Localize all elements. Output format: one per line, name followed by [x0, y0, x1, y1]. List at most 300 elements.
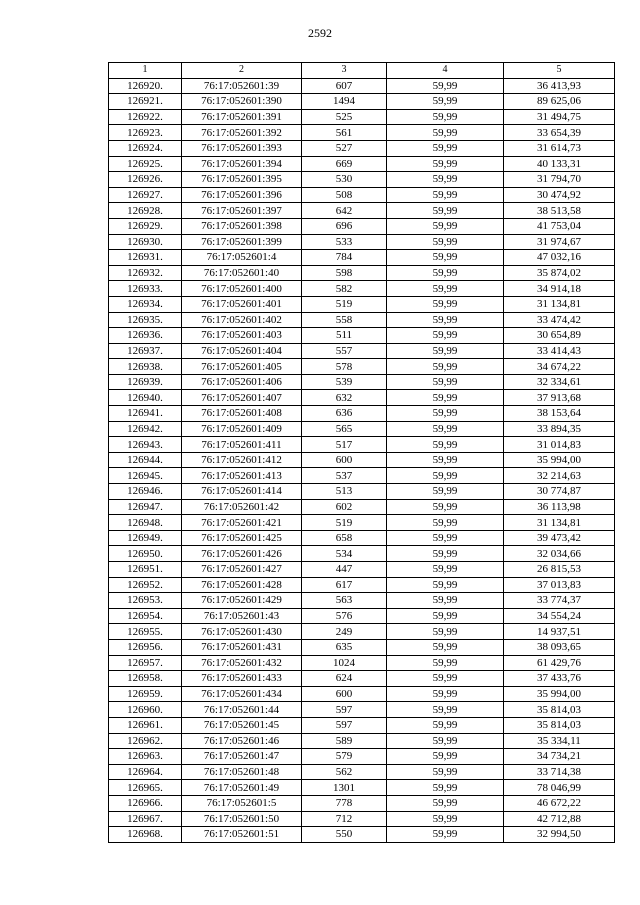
area-cell: 632 — [302, 390, 387, 406]
amount-cell: 42 712,88 — [504, 811, 615, 827]
area-cell: 513 — [302, 484, 387, 500]
area-cell: 530 — [302, 172, 387, 188]
column-header-4: 4 — [387, 63, 504, 79]
row-number-cell: 126931. — [109, 250, 182, 266]
table-body — [109, 78, 615, 842]
area-cell: 576 — [302, 608, 387, 624]
area-cell: 511 — [302, 328, 387, 344]
row-number-cell: 126954. — [109, 608, 182, 624]
area-cell: 565 — [302, 421, 387, 437]
area-cell: 525 — [302, 109, 387, 125]
area-cell: 519 — [302, 515, 387, 531]
rate-cell: 59,99 — [387, 250, 504, 266]
cadastral-number-cell: 76:17:052601:49 — [182, 780, 302, 796]
table-row — [109, 780, 615, 796]
row-number-cell: 126925. — [109, 156, 182, 172]
table-row — [109, 281, 615, 297]
area-cell: 517 — [302, 437, 387, 453]
table-row — [109, 562, 615, 578]
table-row — [109, 468, 615, 484]
rate-cell: 59,99 — [387, 281, 504, 297]
table-row — [109, 764, 615, 780]
cadastral-number-cell: 76:17:052601:46 — [182, 733, 302, 749]
cadastral-number-cell: 76:17:052601:391 — [182, 109, 302, 125]
cadastral-number-cell: 76:17:052601:413 — [182, 468, 302, 484]
rate-cell: 59,99 — [387, 156, 504, 172]
table-row — [109, 593, 615, 609]
table-row — [109, 655, 615, 671]
table-row — [109, 78, 615, 94]
cadastral-number-cell: 76:17:052601:429 — [182, 593, 302, 609]
cadastral-number-cell: 76:17:052601:48 — [182, 764, 302, 780]
area-cell: 447 — [302, 562, 387, 578]
rate-cell: 59,99 — [387, 328, 504, 344]
area-cell: 537 — [302, 468, 387, 484]
rate-cell: 59,99 — [387, 296, 504, 312]
amount-cell: 34 554,24 — [504, 608, 615, 624]
row-number-cell: 126922. — [109, 109, 182, 125]
table-row — [109, 452, 615, 468]
rate-cell: 59,99 — [387, 94, 504, 110]
rate-cell: 59,99 — [387, 203, 504, 219]
table-row — [109, 717, 615, 733]
amount-cell: 35 814,03 — [504, 717, 615, 733]
column-header-5: 5 — [504, 63, 615, 79]
cadastral-number-cell: 76:17:052601:39 — [182, 78, 302, 94]
rate-cell: 59,99 — [387, 639, 504, 655]
area-cell: 712 — [302, 811, 387, 827]
cadastral-number-cell: 76:17:052601:394 — [182, 156, 302, 172]
cadastral-number-cell: 76:17:052601:393 — [182, 140, 302, 156]
rate-cell: 59,99 — [387, 452, 504, 468]
table-row — [109, 374, 615, 390]
cadastral-number-cell: 76:17:052601:428 — [182, 577, 302, 593]
column-header-3: 3 — [302, 63, 387, 79]
rate-cell: 59,99 — [387, 546, 504, 562]
row-number-cell: 126967. — [109, 811, 182, 827]
area-cell: 642 — [302, 203, 387, 219]
amount-cell: 37 433,76 — [504, 671, 615, 687]
amount-cell: 34 734,21 — [504, 749, 615, 765]
table-row — [109, 421, 615, 437]
rate-cell: 59,99 — [387, 374, 504, 390]
row-number-cell: 126955. — [109, 624, 182, 640]
row-number-cell: 126942. — [109, 421, 182, 437]
rate-cell: 59,99 — [387, 390, 504, 406]
rate-cell: 59,99 — [387, 359, 504, 375]
area-cell: 563 — [302, 593, 387, 609]
amount-cell: 31 494,75 — [504, 109, 615, 125]
table-row — [109, 608, 615, 624]
amount-cell: 32 034,66 — [504, 546, 615, 562]
table-row — [109, 218, 615, 234]
area-cell: 557 — [302, 343, 387, 359]
amount-cell: 38 513,58 — [504, 203, 615, 219]
cadastral-number-cell: 76:17:052601:414 — [182, 484, 302, 500]
cadastral-number-cell: 76:17:052601:396 — [182, 187, 302, 203]
amount-cell: 78 046,99 — [504, 780, 615, 796]
cadastral-number-cell: 76:17:052601:390 — [182, 94, 302, 110]
rate-cell: 59,99 — [387, 655, 504, 671]
cadastral-number-cell: 76:17:052601:433 — [182, 671, 302, 687]
rate-cell: 59,99 — [387, 109, 504, 125]
amount-cell: 30 474,92 — [504, 187, 615, 203]
table-row — [109, 702, 615, 718]
cadastral-number-cell: 76:17:052601:398 — [182, 218, 302, 234]
row-number-cell: 126959. — [109, 686, 182, 702]
area-cell: 658 — [302, 530, 387, 546]
rate-cell: 59,99 — [387, 577, 504, 593]
row-number-cell: 126948. — [109, 515, 182, 531]
table-row — [109, 250, 615, 266]
area-cell: 589 — [302, 733, 387, 749]
cadastral-number-cell: 76:17:052601:407 — [182, 390, 302, 406]
row-number-cell: 126932. — [109, 265, 182, 281]
area-cell: 558 — [302, 312, 387, 328]
amount-cell: 34 674,22 — [504, 359, 615, 375]
cadastral-number-cell: 76:17:052601:51 — [182, 827, 302, 843]
cadastral-number-cell: 76:17:052601:399 — [182, 234, 302, 250]
row-number-cell: 126923. — [109, 125, 182, 141]
cadastral-number-cell: 76:17:052601:434 — [182, 686, 302, 702]
row-number-cell: 126968. — [109, 827, 182, 843]
row-number-cell: 126945. — [109, 468, 182, 484]
table-row — [109, 795, 615, 811]
row-number-cell: 126928. — [109, 203, 182, 219]
cadastral-number-cell: 76:17:052601:40 — [182, 265, 302, 281]
area-cell: 561 — [302, 125, 387, 141]
area-cell: 602 — [302, 499, 387, 515]
cadastral-number-cell: 76:17:052601:42 — [182, 499, 302, 515]
row-number-cell: 126930. — [109, 234, 182, 250]
rate-cell: 59,99 — [387, 218, 504, 234]
amount-cell: 36 113,98 — [504, 499, 615, 515]
area-cell: 527 — [302, 140, 387, 156]
amount-cell: 31 014,83 — [504, 437, 615, 453]
amount-cell: 89 625,06 — [504, 94, 615, 110]
area-cell: 617 — [302, 577, 387, 593]
table-row — [109, 499, 615, 515]
row-number-cell: 126938. — [109, 359, 182, 375]
row-number-cell: 126956. — [109, 639, 182, 655]
table-row — [109, 671, 615, 687]
amount-cell: 35 814,03 — [504, 702, 615, 718]
amount-cell: 35 994,00 — [504, 686, 615, 702]
cadastral-number-cell: 76:17:052601:50 — [182, 811, 302, 827]
amount-cell: 36 413,93 — [504, 78, 615, 94]
page-number: 2592 — [308, 26, 332, 40]
amount-cell: 34 914,18 — [504, 281, 615, 297]
table-row — [109, 484, 615, 500]
area-cell: 1024 — [302, 655, 387, 671]
area-cell: 778 — [302, 795, 387, 811]
cadastral-number-cell: 76:17:052601:406 — [182, 374, 302, 390]
table-header — [109, 63, 615, 79]
amount-cell: 33 654,39 — [504, 125, 615, 141]
cadastral-number-cell: 76:17:052601:45 — [182, 717, 302, 733]
table-row — [109, 686, 615, 702]
cadastral-number-cell: 76:17:052601:4 — [182, 250, 302, 266]
row-number-cell: 126924. — [109, 140, 182, 156]
row-number-cell: 126935. — [109, 312, 182, 328]
amount-cell: 31 794,70 — [504, 172, 615, 188]
row-number-cell: 126961. — [109, 717, 182, 733]
area-cell: 635 — [302, 639, 387, 655]
amount-cell: 41 753,04 — [504, 218, 615, 234]
rate-cell: 59,99 — [387, 78, 504, 94]
area-cell: 1494 — [302, 94, 387, 110]
cadastral-number-cell: 76:17:052601:400 — [182, 281, 302, 297]
table-row — [109, 406, 615, 422]
cadastral-number-cell: 76:17:052601:431 — [182, 639, 302, 655]
rate-cell: 59,99 — [387, 187, 504, 203]
row-number-cell: 126951. — [109, 562, 182, 578]
table-row — [109, 639, 615, 655]
rate-cell: 59,99 — [387, 702, 504, 718]
cadastral-number-cell: 76:17:052601:404 — [182, 343, 302, 359]
rate-cell: 59,99 — [387, 795, 504, 811]
area-cell: 533 — [302, 234, 387, 250]
rate-cell: 59,99 — [387, 421, 504, 437]
amount-cell: 14 937,51 — [504, 624, 615, 640]
table-row — [109, 265, 615, 281]
row-number-cell: 126950. — [109, 546, 182, 562]
amount-cell: 32 214,63 — [504, 468, 615, 484]
area-cell: 534 — [302, 546, 387, 562]
table-row — [109, 530, 615, 546]
table-row — [109, 312, 615, 328]
cadastral-number-cell: 76:17:052601:412 — [182, 452, 302, 468]
area-cell: 784 — [302, 250, 387, 266]
rate-cell: 59,99 — [387, 234, 504, 250]
row-number-cell: 126943. — [109, 437, 182, 453]
area-cell: 508 — [302, 187, 387, 203]
table-row — [109, 390, 615, 406]
amount-cell: 39 473,42 — [504, 530, 615, 546]
rate-cell: 59,99 — [387, 671, 504, 687]
cadastral-number-cell: 76:17:052601:408 — [182, 406, 302, 422]
area-cell: 669 — [302, 156, 387, 172]
table-row — [109, 296, 615, 312]
rate-cell: 59,99 — [387, 515, 504, 531]
column-header-1: 1 — [109, 63, 182, 79]
amount-cell: 26 815,53 — [504, 562, 615, 578]
cadastral-number-cell: 76:17:052601:432 — [182, 655, 302, 671]
table-row — [109, 343, 615, 359]
row-number-cell: 126949. — [109, 530, 182, 546]
amount-cell: 33 714,38 — [504, 764, 615, 780]
area-cell: 607 — [302, 78, 387, 94]
amount-cell: 61 429,76 — [504, 655, 615, 671]
cadastral-number-cell: 76:17:052601:43 — [182, 608, 302, 624]
row-number-cell: 126946. — [109, 484, 182, 500]
rate-cell: 59,99 — [387, 827, 504, 843]
cadastral-number-cell: 76:17:052601:411 — [182, 437, 302, 453]
rate-cell: 59,99 — [387, 343, 504, 359]
header-row — [109, 63, 615, 79]
table-row — [109, 328, 615, 344]
amount-cell: 33 894,35 — [504, 421, 615, 437]
table-row — [109, 733, 615, 749]
table-row — [109, 140, 615, 156]
row-number-cell: 126952. — [109, 577, 182, 593]
amount-cell: 38 153,64 — [504, 406, 615, 422]
area-cell: 550 — [302, 827, 387, 843]
table-row — [109, 515, 615, 531]
row-number-cell: 126940. — [109, 390, 182, 406]
amount-cell: 37 913,68 — [504, 390, 615, 406]
cadastral-number-cell: 76:17:052601:401 — [182, 296, 302, 312]
amount-cell: 38 093,65 — [504, 639, 615, 655]
column-header-2: 2 — [182, 63, 302, 79]
amount-cell: 31 134,81 — [504, 515, 615, 531]
table-row — [109, 811, 615, 827]
amount-cell: 33 414,43 — [504, 343, 615, 359]
rate-cell: 59,99 — [387, 562, 504, 578]
table-row — [109, 94, 615, 110]
table-row — [109, 234, 615, 250]
rate-cell: 59,99 — [387, 530, 504, 546]
amount-cell: 47 032,16 — [504, 250, 615, 266]
row-number-cell: 126964. — [109, 764, 182, 780]
rate-cell: 59,99 — [387, 172, 504, 188]
rate-cell: 59,99 — [387, 484, 504, 500]
rate-cell: 59,99 — [387, 265, 504, 281]
amount-cell: 31 614,73 — [504, 140, 615, 156]
amount-cell: 35 994,00 — [504, 452, 615, 468]
area-cell: 519 — [302, 296, 387, 312]
table-row — [109, 187, 615, 203]
rate-cell: 59,99 — [387, 717, 504, 733]
amount-cell: 31 134,81 — [504, 296, 615, 312]
rate-cell: 59,99 — [387, 780, 504, 796]
row-number-cell: 126936. — [109, 328, 182, 344]
cadastral-number-cell: 76:17:052601:426 — [182, 546, 302, 562]
area-cell: 249 — [302, 624, 387, 640]
rate-cell: 59,99 — [387, 608, 504, 624]
area-cell: 562 — [302, 764, 387, 780]
area-cell: 636 — [302, 406, 387, 422]
row-number-cell: 126944. — [109, 452, 182, 468]
amount-cell: 35 874,02 — [504, 265, 615, 281]
cadastral-number-cell: 76:17:052601:427 — [182, 562, 302, 578]
row-number-cell: 126953. — [109, 593, 182, 609]
cadastral-number-cell: 76:17:052601:430 — [182, 624, 302, 640]
amount-cell: 32 994,50 — [504, 827, 615, 843]
table-row — [109, 437, 615, 453]
amount-cell: 32 334,61 — [504, 374, 615, 390]
area-cell: 1301 — [302, 780, 387, 796]
amount-cell: 40 133,31 — [504, 156, 615, 172]
table-row — [109, 125, 615, 141]
area-cell: 624 — [302, 671, 387, 687]
rate-cell: 59,99 — [387, 811, 504, 827]
cadastral-number-cell: 76:17:052601:425 — [182, 530, 302, 546]
amount-cell: 33 774,37 — [504, 593, 615, 609]
amount-cell: 31 974,67 — [504, 234, 615, 250]
row-number-cell: 126937. — [109, 343, 182, 359]
area-cell: 600 — [302, 452, 387, 468]
row-number-cell: 126947. — [109, 499, 182, 515]
rate-cell: 59,99 — [387, 733, 504, 749]
table-row — [109, 203, 615, 219]
row-number-cell: 126921. — [109, 94, 182, 110]
amount-cell: 46 672,22 — [504, 795, 615, 811]
cadastral-number-cell: 76:17:052601:5 — [182, 795, 302, 811]
amount-cell: 30 774,87 — [504, 484, 615, 500]
row-number-cell: 126927. — [109, 187, 182, 203]
row-number-cell: 126966. — [109, 795, 182, 811]
cadastral-number-cell: 76:17:052601:405 — [182, 359, 302, 375]
cadastral-number-cell: 76:17:052601:402 — [182, 312, 302, 328]
data-table — [108, 62, 615, 843]
row-number-cell: 126933. — [109, 281, 182, 297]
cadastral-number-cell: 76:17:052601:409 — [182, 421, 302, 437]
rate-cell: 59,99 — [387, 764, 504, 780]
rate-cell: 59,99 — [387, 406, 504, 422]
area-cell: 598 — [302, 265, 387, 281]
rate-cell: 59,99 — [387, 686, 504, 702]
row-number-cell: 126958. — [109, 671, 182, 687]
rate-cell: 59,99 — [387, 499, 504, 515]
area-cell: 579 — [302, 749, 387, 765]
row-number-cell: 126965. — [109, 780, 182, 796]
row-number-cell: 126941. — [109, 406, 182, 422]
row-number-cell: 126963. — [109, 749, 182, 765]
area-cell: 597 — [302, 717, 387, 733]
rate-cell: 59,99 — [387, 593, 504, 609]
row-number-cell: 126929. — [109, 218, 182, 234]
row-number-cell: 126926. — [109, 172, 182, 188]
row-number-cell: 126957. — [109, 655, 182, 671]
rate-cell: 59,99 — [387, 749, 504, 765]
cadastral-number-cell: 76:17:052601:397 — [182, 203, 302, 219]
table-row — [109, 109, 615, 125]
amount-cell: 33 474,42 — [504, 312, 615, 328]
table-row — [109, 624, 615, 640]
row-number-cell: 126962. — [109, 733, 182, 749]
area-cell: 597 — [302, 702, 387, 718]
area-cell: 600 — [302, 686, 387, 702]
rate-cell: 59,99 — [387, 140, 504, 156]
rate-cell: 59,99 — [387, 312, 504, 328]
area-cell: 696 — [302, 218, 387, 234]
cadastral-number-cell: 76:17:052601:392 — [182, 125, 302, 141]
table-row — [109, 749, 615, 765]
rate-cell: 59,99 — [387, 437, 504, 453]
cadastral-number-cell: 76:17:052601:421 — [182, 515, 302, 531]
row-number-cell: 126934. — [109, 296, 182, 312]
table-row — [109, 172, 615, 188]
row-number-cell: 126939. — [109, 374, 182, 390]
area-cell: 578 — [302, 359, 387, 375]
row-number-cell: 126920. — [109, 78, 182, 94]
table-row — [109, 577, 615, 593]
row-number-cell: 126960. — [109, 702, 182, 718]
rate-cell: 59,99 — [387, 624, 504, 640]
rate-cell: 59,99 — [387, 468, 504, 484]
cadastral-number-cell: 76:17:052601:395 — [182, 172, 302, 188]
cadastral-number-cell: 76:17:052601:403 — [182, 328, 302, 344]
amount-cell: 37 013,83 — [504, 577, 615, 593]
table-row — [109, 546, 615, 562]
cadastral-number-cell: 76:17:052601:44 — [182, 702, 302, 718]
table-row — [109, 359, 615, 375]
cadastral-number-cell: 76:17:052601:47 — [182, 749, 302, 765]
area-cell: 582 — [302, 281, 387, 297]
table-row — [109, 827, 615, 843]
amount-cell: 35 334,11 — [504, 733, 615, 749]
